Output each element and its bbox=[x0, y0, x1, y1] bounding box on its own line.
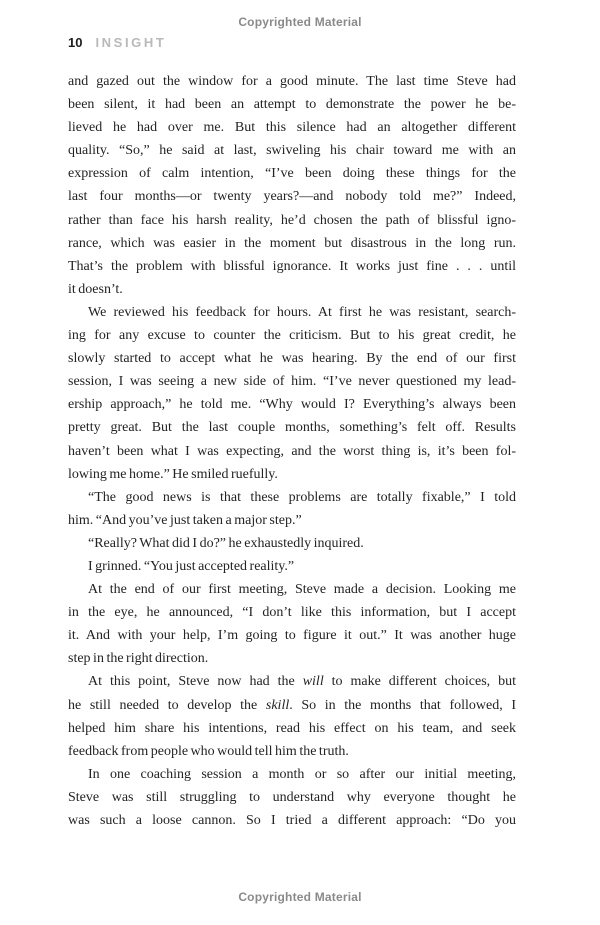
text-line: pretty great. But the last couple months, something’s felt off. Results bbox=[68, 420, 516, 436]
text-line: ership approach,” he told me. “Why would I? Everything’s always been bbox=[68, 397, 516, 413]
text-line: At the end of our first meeting, Steve made a decision. Looking me bbox=[88, 582, 516, 598]
text-line: and gazed out the window for a good minute. The last time Steve had bbox=[68, 74, 516, 89]
text-line: was such a loose cannon. So I tried a different approach: “Do you bbox=[68, 813, 516, 828]
page-header bbox=[68, 35, 166, 50]
text-line: In one coaching session a month or so after our initial meeting, bbox=[88, 766, 516, 782]
text-line: lieved he had over me. But this silence had an altogether different bbox=[68, 120, 516, 136]
text-line: haven’t been what I was expecting, and the worst thing is, it’s been fol- bbox=[68, 443, 516, 459]
text-line: “Really? What did I do?” he exhaustedly inquired. bbox=[88, 535, 364, 551]
text-line: he still needed to develop the skill. So in the months that followed, I bbox=[68, 697, 516, 713]
text-line: “The good news is that these problems are totally fixable,” I told bbox=[88, 489, 516, 505]
text-line: step in the right direction. bbox=[68, 651, 209, 667]
text-line: quality. “So,” he said at last, swiveling his chair toward me with an bbox=[68, 143, 516, 159]
copyright-notice-bottom: Copyrighted Material bbox=[238, 890, 362, 904]
text-line: That’s the problem with blissful ignorance. It works just fine . . . until bbox=[68, 258, 516, 274]
text-line: rance, which was easier in the moment but disastrous in the long run. bbox=[68, 235, 516, 251]
paragraph bbox=[68, 763, 516, 832]
text-line: feedback from people who would tell him the truth. bbox=[68, 743, 349, 759]
text-line: At this point, Steve now had the will to make different choices, but bbox=[88, 674, 516, 690]
text-line: expression of calm intention, “I’ve been doing these things for the bbox=[68, 166, 516, 182]
text-line: helped him share his intentions, read his effect on his team, and seek bbox=[68, 720, 516, 736]
text-line: Steve was still struggling to understand why everyone thought he bbox=[68, 789, 516, 805]
text-line: I grinned. “You just accepted reality.” bbox=[88, 558, 295, 574]
page-number: 10 bbox=[68, 35, 83, 50]
text-line: him. “And you’ve just taken a major step.” bbox=[68, 512, 302, 528]
text-line: session, I was seeing a new side of him. “I’ve never questioned my lead- bbox=[68, 374, 516, 390]
paragraph bbox=[68, 555, 516, 578]
paragraph bbox=[68, 578, 516, 670]
copyright-notice-top: Copyrighted Material bbox=[238, 15, 362, 29]
text-line: We reviewed his feedback for hours. At first he was resistant, search- bbox=[88, 304, 516, 320]
text-line: last four months—or twenty years?—and nobody told me?” Indeed, bbox=[68, 189, 516, 205]
paragraph bbox=[68, 486, 516, 532]
text-line: been silent, it had been an attempt to demonstrate the power he be- bbox=[68, 97, 516, 113]
paragraph bbox=[68, 301, 516, 486]
text-line: in the eye, he announced, “I don’t like this information, but I accept bbox=[68, 605, 516, 621]
text-line: it doesn’t. bbox=[68, 281, 123, 297]
text-line: slowly started to accept what he was hearing. By the end of our first bbox=[68, 351, 516, 367]
running-head-title: INSIGHT bbox=[95, 35, 167, 50]
paragraph bbox=[68, 670, 516, 762]
text-line: it. And with your help, I’m going to figure it out.” It was another huge bbox=[68, 628, 516, 644]
text-line: ing for any excuse to counter the criticism. But to his great credit, he bbox=[68, 328, 516, 344]
body-text bbox=[68, 70, 516, 832]
text-line: rather than face his harsh reality, he’d chosen the path of blissful igno- bbox=[68, 212, 516, 228]
text-line: lowing me home.” He smiled ruefully. bbox=[68, 466, 278, 482]
paragraph bbox=[68, 532, 516, 555]
paragraph bbox=[68, 70, 516, 301]
